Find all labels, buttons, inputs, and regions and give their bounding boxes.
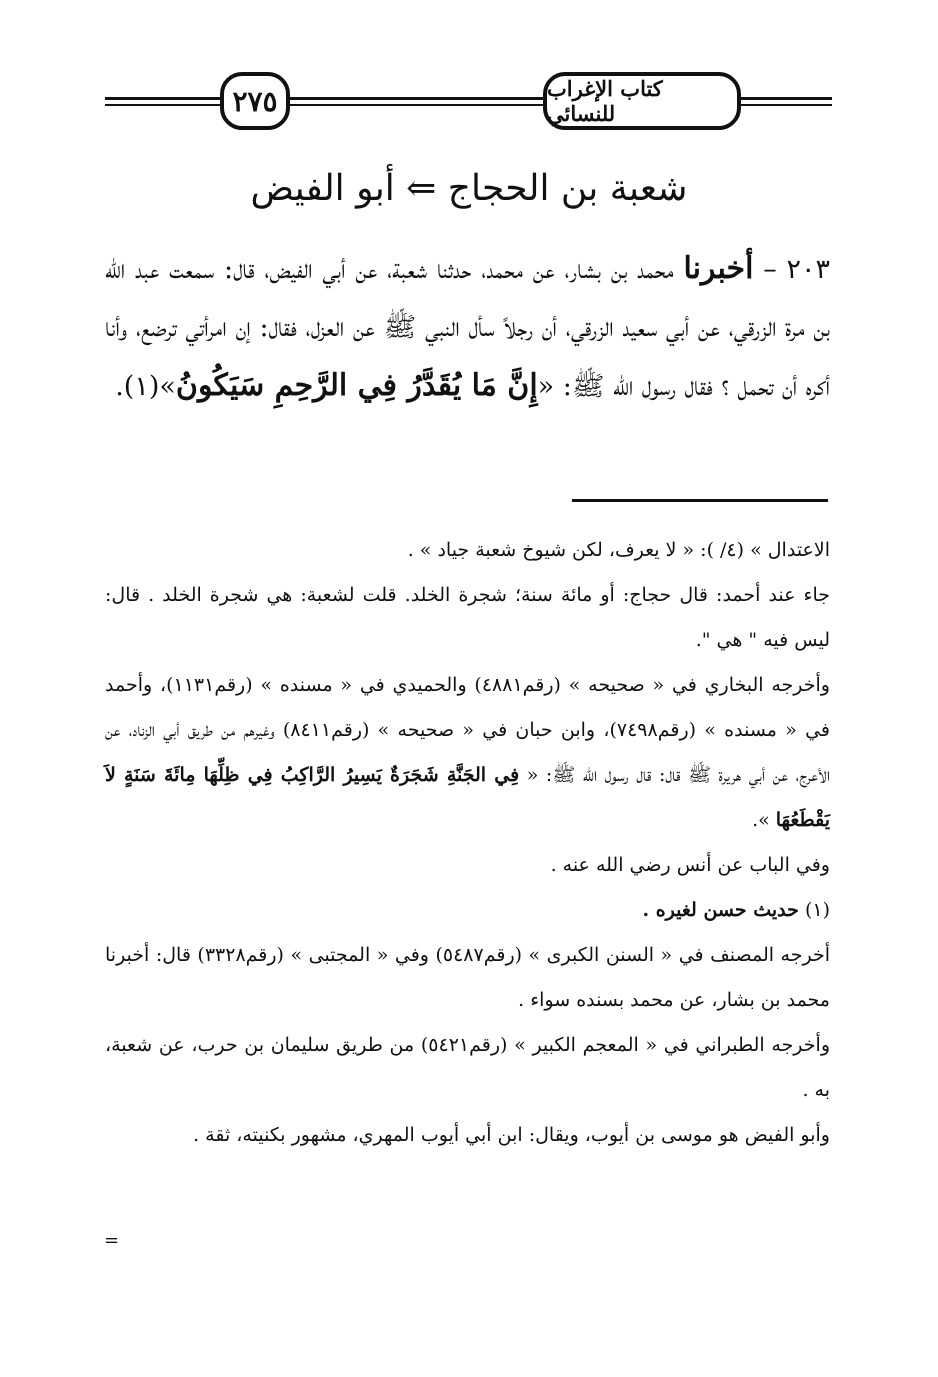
note1-line: أخرجه المصنف في « السنن الكبرى » (رقم٥٤٨٧) وفي « المجتبى » (رقم٣٣٢٨) قال: أخبرنا محمد بن بشار، عن محمد بسنده سواء . <box>105 944 830 1011</box>
note1-line: وأبو الفيض هو موسى بن أيوب، ويقال: ابن أبي أيوب المهري، مشهور بكنيته، ثقة . <box>193 1124 830 1146</box>
footnote-quote-close: ». <box>752 809 776 831</box>
footnote-text: وأخرجه البخاري في « صحيحه » (رقم٤٨٨١) والحميدي في « مسنده » (رقم١١٣١)، وأحمد في « مسنده » (رقم٧٤٩٨)، وابن حبان في « صحيحه » (رقم٨٤١١) وغيرهم من طريق أبي الزناد، عن الأعرج، عن أبي هريرة ﷺ قال: قال رسول الله ﷺ: « <box>105 674 830 786</box>
hadith-text <box>105 240 830 416</box>
hadith-body: محمد بن بشار، عن محمد، حدثنا شعبة، عن أبي الفيض، قال: سمعت عبد الله بن مرة الزرقي، عن أبي سعيد الزرقي، أن رجلاً سأل النبي ﷺ عن العزل، فقال: إن امرأتي ترضع، وأنا أكره أن تحمل ؟ فقال رسول الله ﷺ: « <box>105 254 830 402</box>
page-number: ٢٧٥ <box>220 72 290 130</box>
note1-grade: حديث حسن لغيره . <box>642 899 799 921</box>
footnote-line: الاعتدال » (٤/ ): « لا يعرف، لكن شيوخ شعبة جياد » . <box>407 539 830 561</box>
note1-label: (١) <box>804 899 830 921</box>
hadith-closing: »(١). <box>115 371 176 402</box>
hadith-number: ٢٠٣ – <box>763 254 830 285</box>
footnote-line: وفي الباب عن أنس رضي الله عنه . <box>550 854 830 876</box>
hadith-intro: أخبرنا <box>683 251 754 286</box>
footnote-separator <box>572 499 828 502</box>
hadith-quote: إِنَّ مَا يُقَدَّرُ فِي الرَّحِمِ سَيَكُونُ <box>175 368 538 403</box>
section-title: شعبة بن الحجاج ⇐ أبو الفيض <box>250 168 688 209</box>
footnote-line <box>105 663 830 843</box>
footnote-quote: فِي الجَنَّةِ شَجَرَةٌ يَسِيرُ الرَّاكِبُ فِي ظِلِّهَا مِائَةَ سَنَةٍ لاَ يَقْطَعُهَا <box>105 764 830 831</box>
note1-heading <box>105 888 830 933</box>
page-header <box>0 60 938 140</box>
footnote-line: جاء عند أحمد: قال حجاج: أو مائة سنة؛ شجرة الخلد. قلت لشعبة: هي شجرة الخلد . قال: ليس فيه " هي ". <box>105 584 830 651</box>
book-title: كتاب الإغراب للنسائي <box>543 72 741 130</box>
note1-line: وأخرجه الطبراني في « المعجم الكبير » (رقم٥٤٢١) من طريق سليمان بن حرب، عن شعبة، به . <box>105 1034 830 1101</box>
footnotes <box>105 528 830 1158</box>
continuation-mark: = <box>104 1230 120 1251</box>
